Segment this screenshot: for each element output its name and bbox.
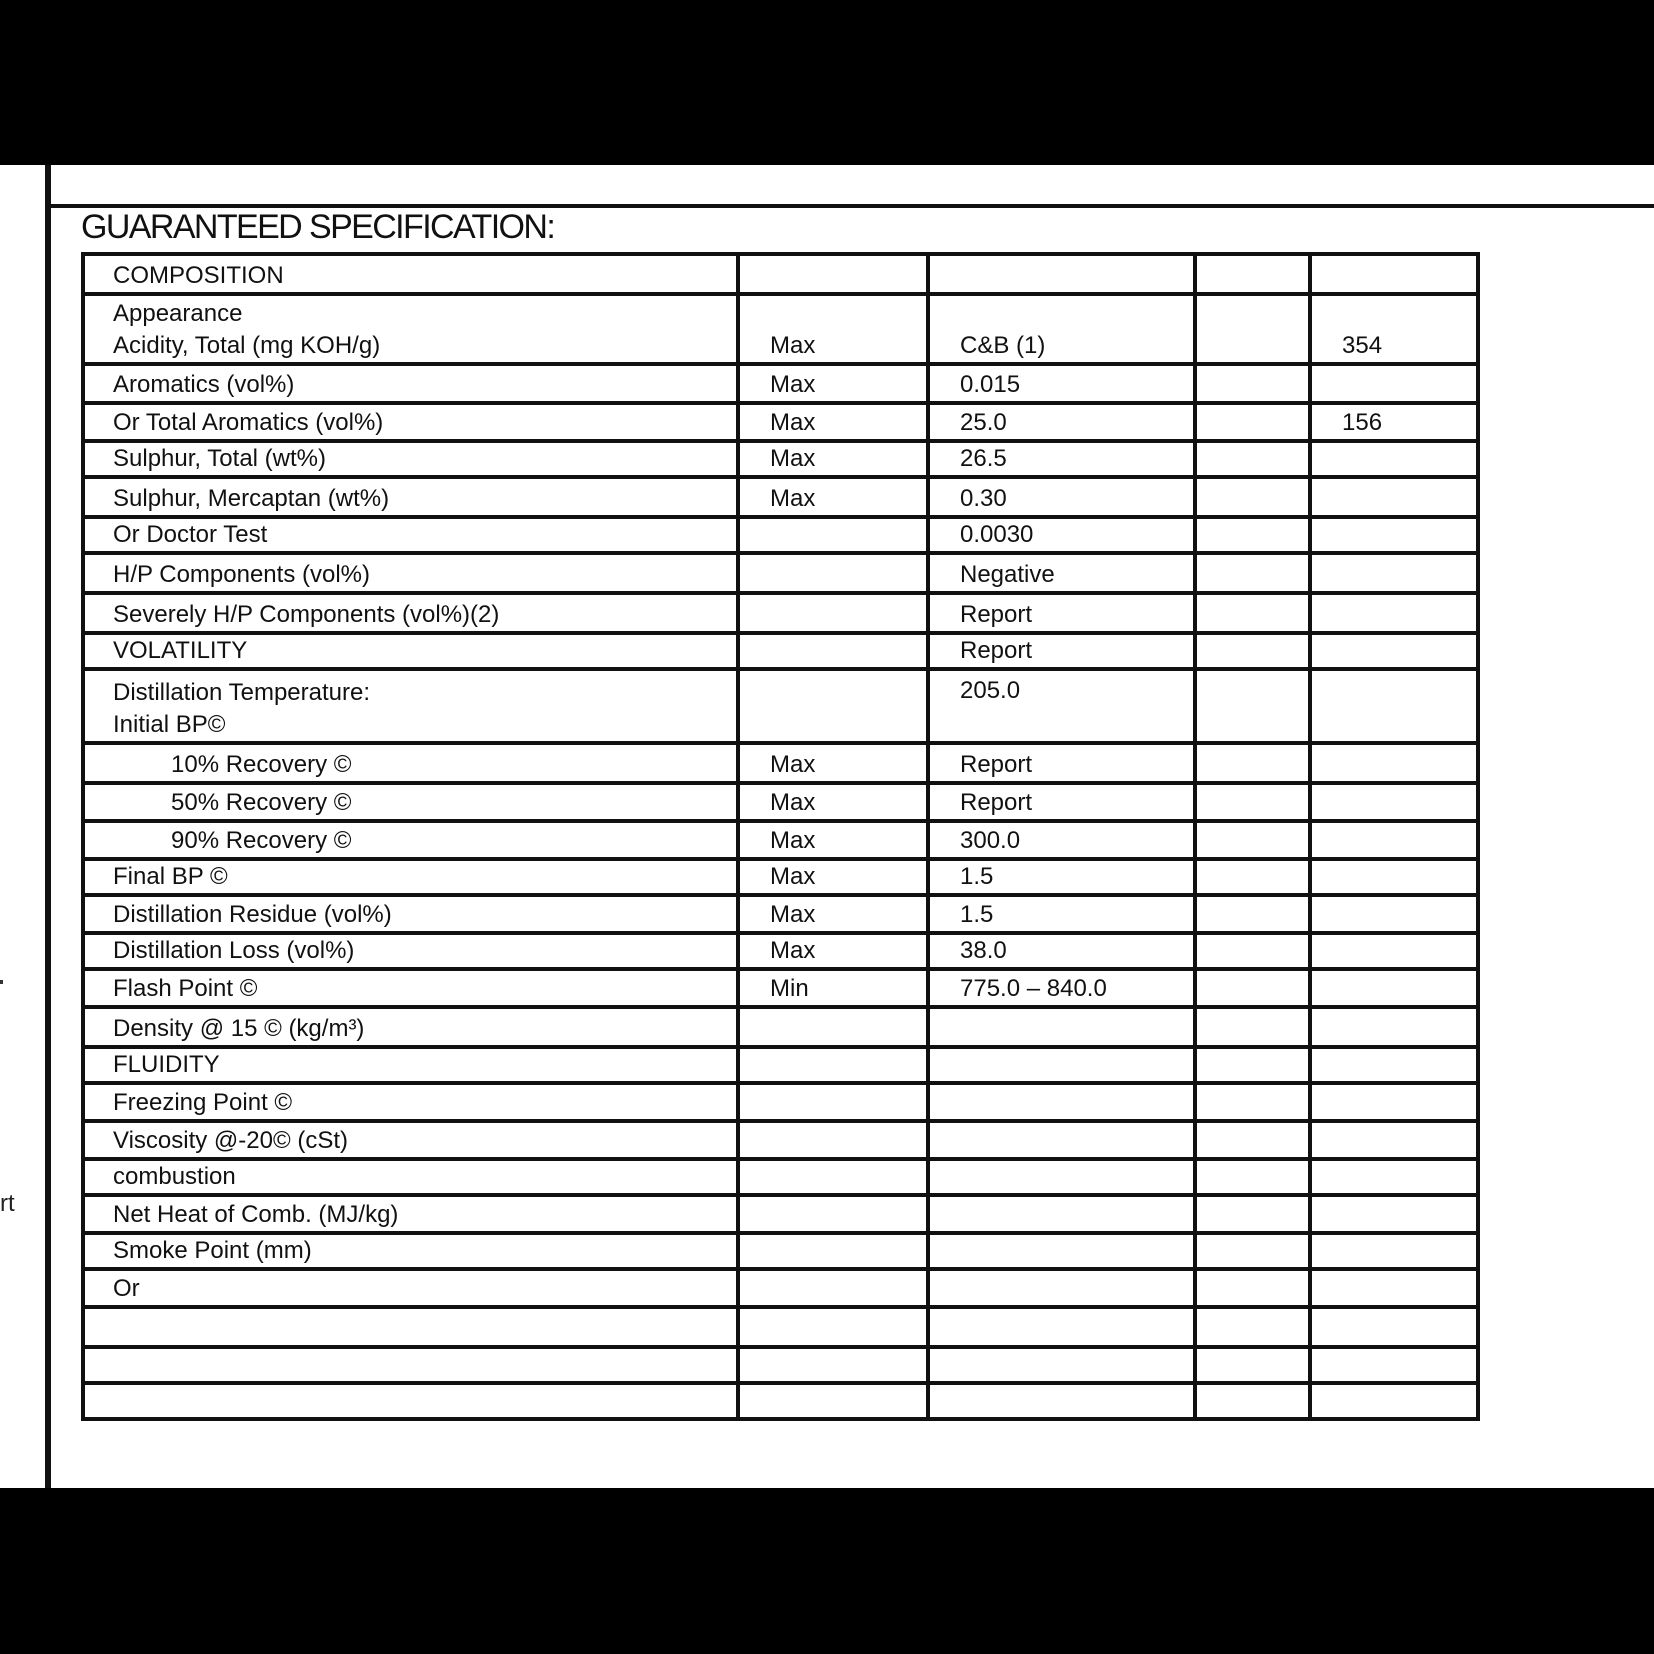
reference-cell — [1310, 1047, 1478, 1083]
reference-cell — [1310, 517, 1478, 553]
property-cell — [83, 633, 738, 669]
property-label: Distillation Residue (vol%) — [113, 901, 392, 928]
value-cell: Report — [928, 783, 1195, 821]
reference-cell — [1310, 441, 1478, 477]
table-row — [83, 1233, 1478, 1269]
property-cell — [83, 294, 738, 364]
table-row — [83, 1047, 1478, 1083]
property-label: VOLATILITY — [113, 637, 248, 664]
specification-table — [81, 252, 1480, 1421]
table-row — [83, 1121, 1478, 1159]
property-label: Severely H/P Components (vol%)(2) — [113, 601, 500, 628]
reference-cell — [1310, 1083, 1478, 1121]
extra-cell — [1195, 1383, 1310, 1419]
property-label: Or Total Aromatics (vol%) — [113, 409, 384, 436]
specification-table-body — [83, 254, 1478, 1419]
extra-cell — [1195, 633, 1310, 669]
property-cell — [83, 1269, 738, 1307]
extra-cell — [1195, 969, 1310, 1007]
extra-cell — [1195, 593, 1310, 633]
table-row — [83, 743, 1478, 783]
property-label: Flash Point © — [113, 975, 258, 1002]
limit-cell: Max — [738, 403, 928, 441]
property-cell — [83, 1007, 738, 1047]
reference-cell — [1310, 1195, 1478, 1233]
limit-cell: Min — [738, 969, 928, 1007]
limit-cell — [738, 1383, 928, 1419]
value-cell — [928, 1307, 1195, 1347]
property-cell — [83, 1347, 738, 1383]
reference-cell — [1310, 859, 1478, 895]
property-cell — [83, 1233, 738, 1269]
property-cell — [83, 1083, 738, 1121]
property-label: FLUIDITY — [113, 1051, 220, 1078]
extra-cell — [1195, 1083, 1310, 1121]
value-cell — [928, 1233, 1195, 1269]
value-cell: 205.0 — [928, 669, 1195, 743]
property-cell — [83, 364, 738, 403]
property-label-line: Initial BP© — [113, 711, 226, 738]
table-row — [83, 517, 1478, 553]
property-label: Sulphur, Mercaptan (wt%) — [113, 485, 390, 512]
value-cell — [928, 1047, 1195, 1083]
value-cell — [928, 1383, 1195, 1419]
margin-mark — [0, 980, 3, 984]
property-label-line: Distillation Temperature: — [113, 679, 371, 706]
property-cell — [83, 783, 738, 821]
value-cell — [928, 1159, 1195, 1195]
value-cell: 0.015 — [928, 364, 1195, 403]
property-cell — [83, 593, 738, 633]
value-cell: 300.0 — [928, 821, 1195, 859]
property-cell — [83, 743, 738, 783]
extra-cell — [1195, 1347, 1310, 1383]
table-row — [83, 1307, 1478, 1347]
spec-heading: GUARANTEED SPECIFICATION: — [81, 208, 555, 246]
reference-cell — [1310, 1159, 1478, 1195]
property-cell — [83, 895, 738, 933]
extra-cell — [1195, 1233, 1310, 1269]
limit-cell — [738, 1307, 928, 1347]
value-cell — [928, 1195, 1195, 1233]
table-row — [83, 441, 1478, 477]
extra-cell — [1195, 1159, 1310, 1195]
value-cell: C&B (1) — [928, 294, 1195, 364]
property-cell — [83, 859, 738, 895]
limit-cell: Max — [738, 895, 928, 933]
table-row — [83, 633, 1478, 669]
limit-cell — [738, 1159, 928, 1195]
property-cell — [83, 1383, 738, 1419]
limit-cell: Max — [738, 364, 928, 403]
extra-cell — [1195, 364, 1310, 403]
reference-cell — [1310, 783, 1478, 821]
table-row — [83, 593, 1478, 633]
table-row — [83, 477, 1478, 517]
value-cell: Report — [928, 743, 1195, 783]
table-row — [83, 294, 1478, 364]
extra-cell — [1195, 859, 1310, 895]
limit-cell — [738, 1007, 928, 1047]
property-label: combustion — [113, 1163, 236, 1190]
reference-cell — [1310, 254, 1478, 294]
value-cell: 38.0 — [928, 933, 1195, 969]
table-row — [83, 1347, 1478, 1383]
reference-cell — [1310, 364, 1478, 403]
value-cell: Report — [928, 593, 1195, 633]
extra-cell — [1195, 1121, 1310, 1159]
value-cell — [928, 1007, 1195, 1047]
extra-cell — [1195, 1007, 1310, 1047]
extra-cell — [1195, 294, 1310, 364]
reference-cell — [1310, 969, 1478, 1007]
reference-cell: 354 — [1310, 294, 1478, 364]
table-row — [83, 364, 1478, 403]
extra-cell — [1195, 821, 1310, 859]
limit-cell — [738, 1083, 928, 1121]
limit-cell: Max — [738, 743, 928, 783]
value-cell: Negative — [928, 553, 1195, 593]
reference-cell — [1310, 1269, 1478, 1307]
property-cell — [83, 1307, 738, 1347]
extra-cell — [1195, 254, 1310, 294]
limit-cell — [738, 1269, 928, 1307]
reference-cell: 156 — [1310, 403, 1478, 441]
value-cell: Report — [928, 633, 1195, 669]
property-cell — [83, 1047, 738, 1083]
property-cell — [83, 553, 738, 593]
value-cell: 1.5 — [928, 859, 1195, 895]
property-cell — [83, 669, 738, 743]
property-label: Density @ 15 © (kg/m³) — [113, 1015, 365, 1042]
extra-cell — [1195, 743, 1310, 783]
property-label: Aromatics (vol%) — [113, 371, 295, 398]
extra-cell — [1195, 669, 1310, 743]
reference-cell — [1310, 1383, 1478, 1419]
limit-cell: Max — [738, 783, 928, 821]
limit-cell — [738, 553, 928, 593]
value-cell — [928, 1347, 1195, 1383]
reference-cell — [1310, 1121, 1478, 1159]
limit-cell — [738, 593, 928, 633]
table-row — [83, 1159, 1478, 1195]
reference-cell — [1310, 1007, 1478, 1047]
table-row — [83, 783, 1478, 821]
property-cell — [83, 517, 738, 553]
limit-cell — [738, 1347, 928, 1383]
value-cell: 26.5 — [928, 441, 1195, 477]
property-cell — [83, 1159, 738, 1195]
reference-cell — [1310, 593, 1478, 633]
property-label: H/P Components (vol%) — [113, 561, 370, 588]
property-cell — [83, 821, 738, 859]
property-label: 50% Recovery © — [171, 789, 352, 816]
property-label: Sulphur, Total (wt%) — [113, 445, 326, 472]
extra-cell — [1195, 553, 1310, 593]
table-row — [83, 669, 1478, 743]
property-label: Smoke Point (mm) — [113, 1237, 312, 1264]
value-cell: 0.30 — [928, 477, 1195, 517]
table-row — [83, 1195, 1478, 1233]
reference-cell — [1310, 895, 1478, 933]
extra-cell — [1195, 1047, 1310, 1083]
property-label-line: Acidity, Total (mg KOH/g) — [113, 332, 381, 359]
extra-cell — [1195, 783, 1310, 821]
limit-cell — [738, 1047, 928, 1083]
property-label: COMPOSITION — [113, 262, 284, 289]
extra-cell — [1195, 1269, 1310, 1307]
property-cell — [83, 403, 738, 441]
extra-cell — [1195, 477, 1310, 517]
reference-cell — [1310, 743, 1478, 783]
property-cell — [83, 1121, 738, 1159]
property-cell — [83, 441, 738, 477]
limit-cell: Max — [738, 933, 928, 969]
limit-cell — [738, 633, 928, 669]
reference-cell — [1310, 1307, 1478, 1347]
left-rule — [45, 165, 51, 1488]
property-label: Viscosity @-20© (cSt) — [113, 1127, 348, 1154]
limit-cell — [738, 1195, 928, 1233]
value-cell — [928, 1269, 1195, 1307]
property-label: Final BP © — [113, 863, 228, 890]
table-row — [83, 821, 1478, 859]
limit-cell: Max — [738, 441, 928, 477]
table-row — [83, 969, 1478, 1007]
extra-cell — [1195, 895, 1310, 933]
table-row — [83, 254, 1478, 294]
value-cell — [928, 1083, 1195, 1121]
property-label: Net Heat of Comb. (MJ/kg) — [113, 1201, 399, 1228]
table-row — [83, 933, 1478, 969]
limit-cell — [738, 669, 928, 743]
property-label: Distillation Loss (vol%) — [113, 937, 355, 964]
table-row — [83, 553, 1478, 593]
property-label: Or — [113, 1275, 140, 1302]
value-cell: 0.0030 — [928, 517, 1195, 553]
table-row — [83, 1269, 1478, 1307]
extra-cell — [1195, 517, 1310, 553]
limit-cell — [738, 1121, 928, 1159]
property-label: 90% Recovery © — [171, 827, 352, 854]
extra-cell — [1195, 1195, 1310, 1233]
reference-cell — [1310, 1233, 1478, 1269]
value-cell: 25.0 — [928, 403, 1195, 441]
table-row — [83, 403, 1478, 441]
extra-cell — [1195, 933, 1310, 969]
value-cell — [928, 1121, 1195, 1159]
reference-cell — [1310, 1347, 1478, 1383]
table-row — [83, 895, 1478, 933]
limit-cell: Max — [738, 294, 928, 364]
reference-cell — [1310, 821, 1478, 859]
property-cell — [83, 933, 738, 969]
extra-cell — [1195, 1307, 1310, 1347]
property-label: 10% Recovery © — [171, 751, 352, 778]
extra-cell — [1195, 441, 1310, 477]
table-row — [83, 1383, 1478, 1419]
property-cell — [83, 477, 738, 517]
table-row — [83, 859, 1478, 895]
limit-cell — [738, 254, 928, 294]
reference-cell — [1310, 553, 1478, 593]
property-cell — [83, 1195, 738, 1233]
reference-cell — [1310, 633, 1478, 669]
limit-cell — [738, 517, 928, 553]
margin-text-fragment: rt — [0, 1190, 15, 1217]
value-cell: 1.5 — [928, 895, 1195, 933]
document-page — [0, 165, 1654, 1488]
limit-cell — [738, 1233, 928, 1269]
reference-cell — [1310, 477, 1478, 517]
extra-cell — [1195, 403, 1310, 441]
property-label-line: Appearance — [113, 300, 243, 327]
value-cell — [928, 254, 1195, 294]
table-row — [83, 1007, 1478, 1047]
property-cell — [83, 969, 738, 1007]
reference-cell — [1310, 669, 1478, 743]
limit-cell: Max — [738, 821, 928, 859]
value-cell: 775.0 – 840.0 — [928, 969, 1195, 1007]
reference-cell — [1310, 933, 1478, 969]
limit-cell: Max — [738, 859, 928, 895]
limit-cell: Max — [738, 477, 928, 517]
property-label: Freezing Point © — [113, 1089, 293, 1116]
table-row — [83, 1083, 1478, 1121]
property-label: Or Doctor Test — [113, 521, 268, 548]
property-cell — [83, 254, 738, 294]
